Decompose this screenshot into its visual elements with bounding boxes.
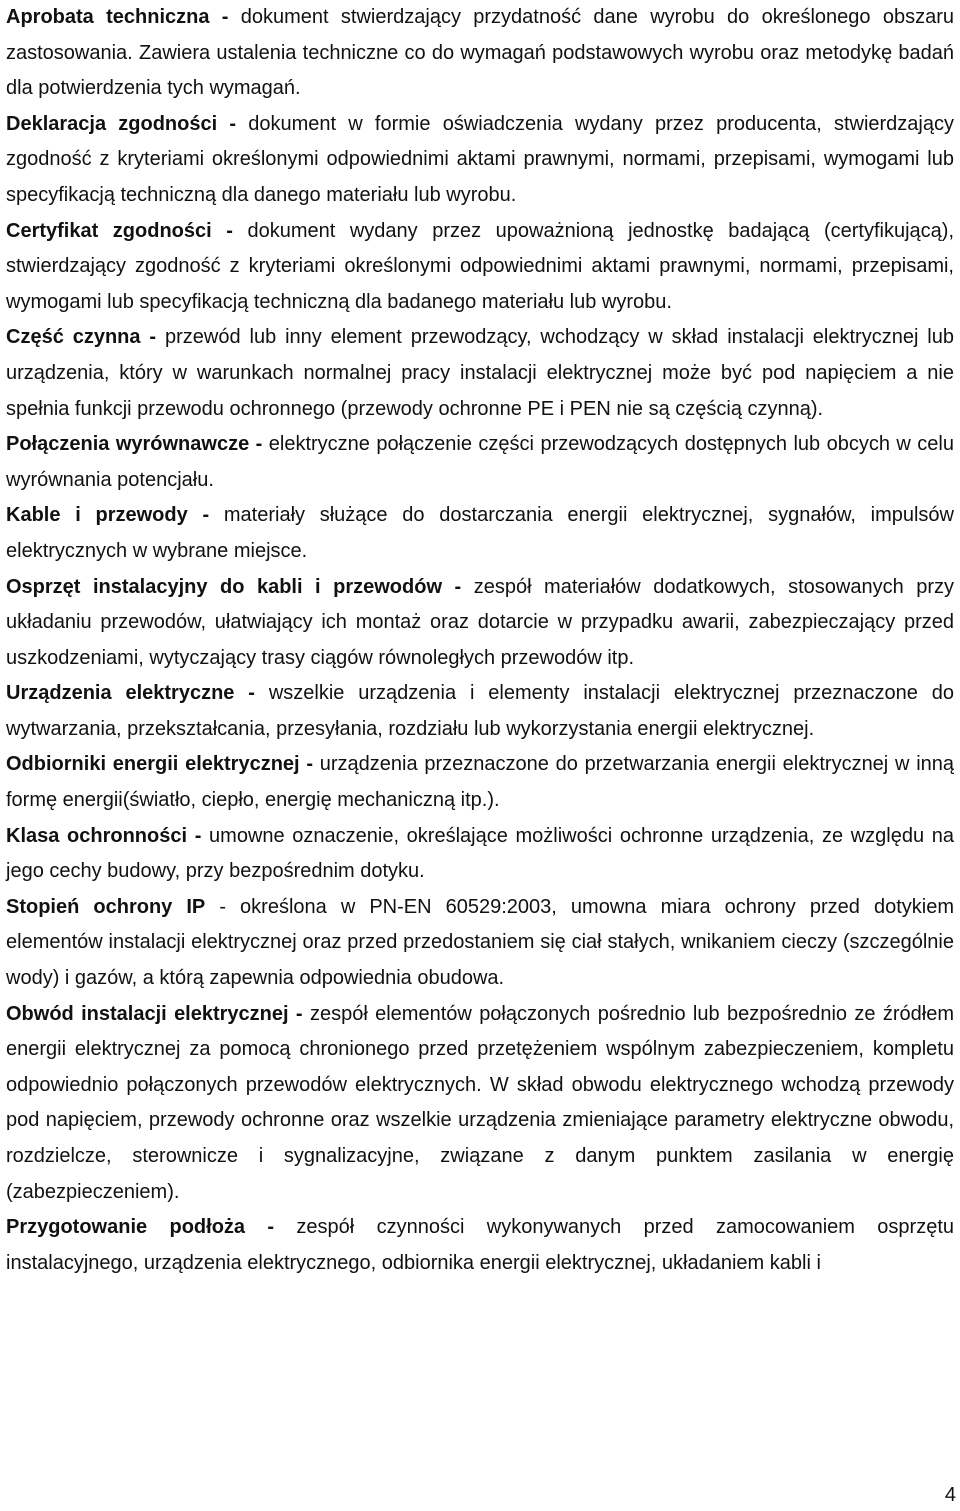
definition-separator: -	[245, 1216, 297, 1239]
definition-separator: -	[211, 219, 248, 242]
definition-text: zespół czynności wykonywanych przed zamocowaniem osprzętu instalacyjnego, urządzenia elektrycznego, odbiornika energii elektrycznej, układaniem kabli i	[6, 1216, 954, 1274]
definition-separator: -	[187, 504, 224, 527]
definition-separator: -	[249, 433, 269, 456]
definition-term: Klasa ochronności	[6, 824, 188, 847]
definition-text: elektryczne połączenie części przewodzących dostępnych lub obcych w celu wyrównania potencjału.	[6, 433, 954, 491]
definition-text: wszelkie urządzenia i elementy instalacji elektrycznej przeznaczone do wytwarzania, przekształcania, przesyłania, rozdziału lub wykorzystania energii elektrycznej.	[6, 682, 954, 740]
definition-separator: -	[140, 326, 165, 349]
definition-text: określona w PN-EN 60529:2003, umowna miara ochrony przed dotykiem elementów instalacji elektrycznej oraz przed przedostaniem się ciał stałych, wnikaniem cieczy (szczególnie wody) i gazów, a którą zapewnia odpowiednia obudowa.	[6, 895, 954, 990]
definition-aprobata-techniczna	[6, 0, 954, 107]
definition-text: dokument w formie oświadczenia wydany przez producenta, stwierdzający zgodność z kryteriami określonymi odpowiednimi aktami prawnymi, normami, przepisami, wymogami lub specyfikacją techniczną dla danego materiału lub wyrobu.	[6, 112, 954, 206]
definition-term: Połączenia wyrównawcze	[6, 433, 250, 456]
definition-urzadzenia-elektryczne	[6, 676, 954, 747]
definition-term: Stopień ochrony IP	[6, 895, 206, 918]
definition-term: Odbiorniki energii elektrycznej	[6, 753, 300, 776]
definition-stopien-ochrony-ip	[6, 890, 954, 997]
definition-separator: -	[234, 682, 269, 705]
definition-separator: -	[288, 1002, 310, 1025]
definition-separator: -	[442, 575, 474, 598]
definition-text: przewód lub inny element przewodzący, wchodzący w skład instalacji elektrycznej lub urządzenia, który w warunkach normalnej pracy instalacji elektrycznej może być pod napięciem a nie spełnia funkcji przewodu ochronnego (przewody ochronne PE i PEN nie są częścią czynną).	[6, 326, 954, 420]
definition-term: Kable i przewody	[6, 504, 188, 527]
definition-osprzet-instalacyjny	[6, 570, 954, 677]
definition-term: Deklaracja zgodności	[6, 112, 218, 135]
definition-text: dokument stwierdzający przydatność dane wyrobu do określonego obszaru zastosowania. Zawiera ustalenia techniczne co do wymagań podstawowych wyrobu oraz metodykę badań dla potwierdzenia tych wymagań.	[6, 6, 954, 100]
definition-separator: -	[217, 112, 249, 135]
definition-kable-i-przewody	[6, 498, 954, 569]
definition-separator: -	[205, 895, 241, 918]
definition-text: umowne oznaczenie, określające możliwości ochronne urządzenia, ze względu na jego cechy budowy, przy bezpośrednim dotyku.	[6, 824, 955, 883]
definition-czesc-czynna	[6, 320, 954, 427]
definition-obwod-instalacji	[6, 997, 954, 1211]
definition-term: Urządzenia elektryczne	[6, 682, 235, 705]
definition-text: materiały służące do dostarczania energii elektrycznej, sygnałów, impulsów elektrycznych w wybrane miejsce.	[6, 504, 954, 562]
definition-separator: -	[299, 753, 320, 776]
definition-text: urządzenia przeznaczone do przetwarzania energii elektrycznej w inną formę energii(światło, ciepło, energię mechaniczną itp.).	[6, 753, 955, 812]
definition-text: dokument wydany przez upoważnioną jednostkę badającą (certyfikującą), stwierdzający zgodność z kryteriami określonymi odpowiednimi aktami prawnymi, normami, przepisami, wymogami lub specyfikacją techniczną dla badanego materiału lub wyrobu.	[6, 219, 955, 313]
definition-term: Obwód instalacji elektrycznej	[6, 1002, 289, 1025]
definition-text: zespół elementów połączonych pośrednio lub bezpośrednio ze źródłem energii elektrycznej za pomocą chronionego przed przetężeniem wspólnym zabezpieczeniem, kompletu odpowiednio połączonych przewodów elektrycznych. W skład obwodu elektrycznego wchodzą przewody pod napięciem, przewody ochronne oraz wszelkie urządzenia zmieniające parametry elektryczne obwodu, rozdzielcze, sterownicze i sygnalizacyjne, związane z danym punktem zasilania w energię (zabezpieczeniem).	[6, 1002, 955, 1203]
page-number: 4	[944, 1484, 956, 1506]
document-page	[6, 0, 954, 1281]
definition-text: zespół materiałów dodatkowych, stosowanych przy układaniu przewodów, ułatwiający ich montaż oraz dotarcie w przypadku awarii, zabezpieczający przed uszkodzeniami, wytyczający trasy ciągów równoległych przewodów itp.	[6, 575, 954, 669]
definition-term: Certyfikat zgodności	[6, 219, 212, 242]
definition-term: Aprobata techniczna	[6, 6, 210, 28]
definition-term: Część czynna	[6, 326, 141, 349]
definition-przygotowanie-podloza	[6, 1210, 954, 1281]
definition-klasa-ochronnosci	[6, 819, 954, 890]
definition-certyfikat-zgodnosci	[6, 214, 954, 321]
definition-separator: -	[209, 6, 241, 28]
definition-odbiorniki-energii	[6, 747, 954, 818]
definition-term: Przygotowanie podłoża	[6, 1216, 246, 1239]
definition-deklaracja-zgodnosci	[6, 107, 954, 214]
definition-term: Osprzęt instalacyjny do kabli i przewodów	[6, 575, 443, 598]
definition-separator: -	[187, 824, 210, 847]
definition-polaczenia-wyrownawcze	[6, 427, 954, 498]
